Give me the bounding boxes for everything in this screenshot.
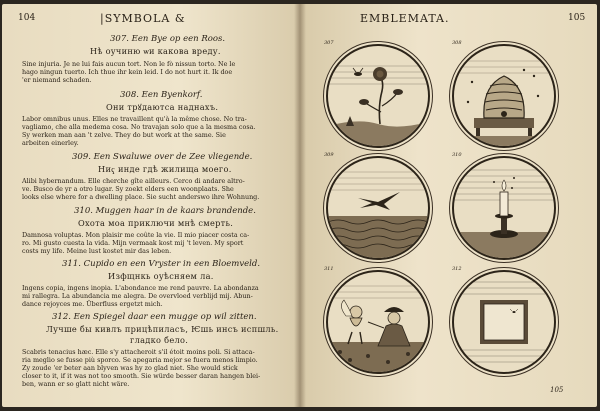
emblem-title-307: 307. Een Bye op een Roos. — [110, 34, 226, 44]
emblem-text-line: Scabris tenacius hæc. Elle s'y attacheroit s'il étoit moins poli. Si attaca- — [22, 348, 255, 356]
emblem-text-line: Ingens copia, ingens inopia. L'abondance me rend pauvre. La abondanza — [22, 284, 259, 292]
emblem-motto-308: Они трꙋдаютса наднахъ. — [106, 102, 219, 112]
emblem-text-line: closer to it, if it was not too smooth. Sie würde besser daran hangen blei- — [22, 372, 261, 380]
right-page-number: 105 — [568, 13, 586, 23]
emblem-text-line: looks else where for a dwelling place. Sie sucht anderswo ihre Wohnung. — [22, 193, 260, 201]
emblem-text-line: Zy zoude 'er beter aan blyven was hy zo glad niet. She would stick — [22, 364, 238, 372]
medallion-cupid-maiden — [326, 270, 430, 374]
emblem-text-line: 'er niemand schaden. — [22, 76, 92, 84]
left-page — [2, 4, 300, 407]
emblem-title-311: 311. Cupido en een Vryster in een Bloemveld. — [62, 259, 261, 269]
emblem-motto-309: Ниҁ инде гдѣ жилища моего. — [98, 164, 232, 174]
emblem-title-310: 310. Muggen haar in de kaars brandende. — [74, 206, 256, 216]
emblem-text-line: costs my life. Meine lust kostet mir das leben. — [22, 247, 172, 255]
emblem-motto-312: Лучше бы кивлъ прицѣпиласъ, Ѥшь инсъ испшль. — [46, 324, 279, 334]
swallow-sea-engraving — [328, 158, 428, 258]
emblem-text-line: ve. Busco de yr a otro lugar. Sy zoekt elders een woonplaats. She — [22, 185, 234, 193]
left-running-title: |SYMBOLA & — [100, 12, 186, 25]
emblem-text-line: dance rejoyces me. Überfluss ergetzt mich. — [22, 300, 163, 308]
right-page — [300, 4, 597, 407]
emblem-text-line: vagliamo, che alla medema cosa. No travajan solo que a la mesma cosa. — [22, 123, 256, 131]
emblem-title-309: 309. Een Swaluwe over de Zee vliegende. — [72, 152, 253, 162]
left-page-number: 104 — [18, 13, 36, 23]
medallion-number-312: 312 — [452, 266, 462, 272]
emblem-text-line: mi rallegra. La abundancia me alegra. De overvloed verblijd mij. Abun- — [22, 292, 253, 300]
rose-bee-engraving — [328, 46, 428, 146]
emblem-motto-311: Изфщнкь оуѣсняем ла. — [108, 271, 214, 281]
emblem-motto-310: Охота моа приключи мнѣ смерть. — [78, 218, 234, 228]
emblem-motto-312-cont: гладко бело. — [130, 335, 189, 345]
book-gutter — [294, 4, 306, 407]
medallion-number-309: 309 — [324, 152, 334, 158]
medallion-number-311: 311 — [324, 266, 334, 272]
emblem-motto-307: Нѣ оучиню ѡи какова вреду. — [90, 46, 221, 56]
medallion-mirror — [452, 270, 556, 374]
emblem-text-line: Alibi hybernandum. Elle cherche gîte ailleurs. Cerco di andare altro- — [22, 177, 245, 185]
medallion-number-308: 308 — [452, 40, 462, 46]
emblem-text-line: ben, wann er so glatt nicht wäre. — [22, 380, 130, 388]
medallion-rose-bee — [326, 44, 430, 148]
emblem-text-line: ria meglio se fusse più sporco. Se apegaria mejor se fuera menos limpio. — [22, 356, 258, 364]
emblem-title-308: 308. Een Byenkorf. — [120, 90, 203, 100]
medallion-swallow-sea — [326, 156, 430, 260]
mirror-engraving — [454, 272, 554, 372]
emblem-title-312: 312. Een Spiegel daar een mugge op wil zitten. — [52, 312, 257, 322]
signature-mark: 105 — [550, 386, 564, 394]
emblem-text-line: Sine injuria. Je ne lui fais aucun tort. Non le fò nissun torto. Ne le — [22, 60, 236, 68]
medallion-number-310: 310 — [452, 152, 462, 158]
medallion-number-307: 307 — [324, 40, 334, 46]
candle-engraving — [454, 158, 554, 258]
emblem-text-line: Labor omnibus unus. Elles ne travaillent qu'à la même chose. No tra- — [22, 115, 247, 123]
beehive-engraving — [454, 46, 554, 146]
emblem-text-line: Damnosa voluptas. Mon plaisir me coûte la vie. Il mio piacer costa ca- — [22, 231, 250, 239]
emblem-text-line: arbeiten einerley. — [22, 139, 79, 147]
right-running-title: EMBLEMATA. — [360, 12, 450, 25]
medallion-beehive — [452, 44, 556, 148]
emblem-text-line: ro. Mi gusto cuesta la vida. Mijn vermaak kost mij 't leven. My sport — [22, 239, 244, 247]
medallion-candle — [452, 156, 556, 260]
emblem-text-line: hago ningun tuerto. Ich thue ihr kein leid. I do not hurt it. Ik doe — [22, 68, 233, 76]
cupid-maiden-engraving — [328, 272, 428, 372]
emblem-text-line: Sy werken man aan 't zelve. They do but work at the same. Sie — [22, 131, 226, 139]
